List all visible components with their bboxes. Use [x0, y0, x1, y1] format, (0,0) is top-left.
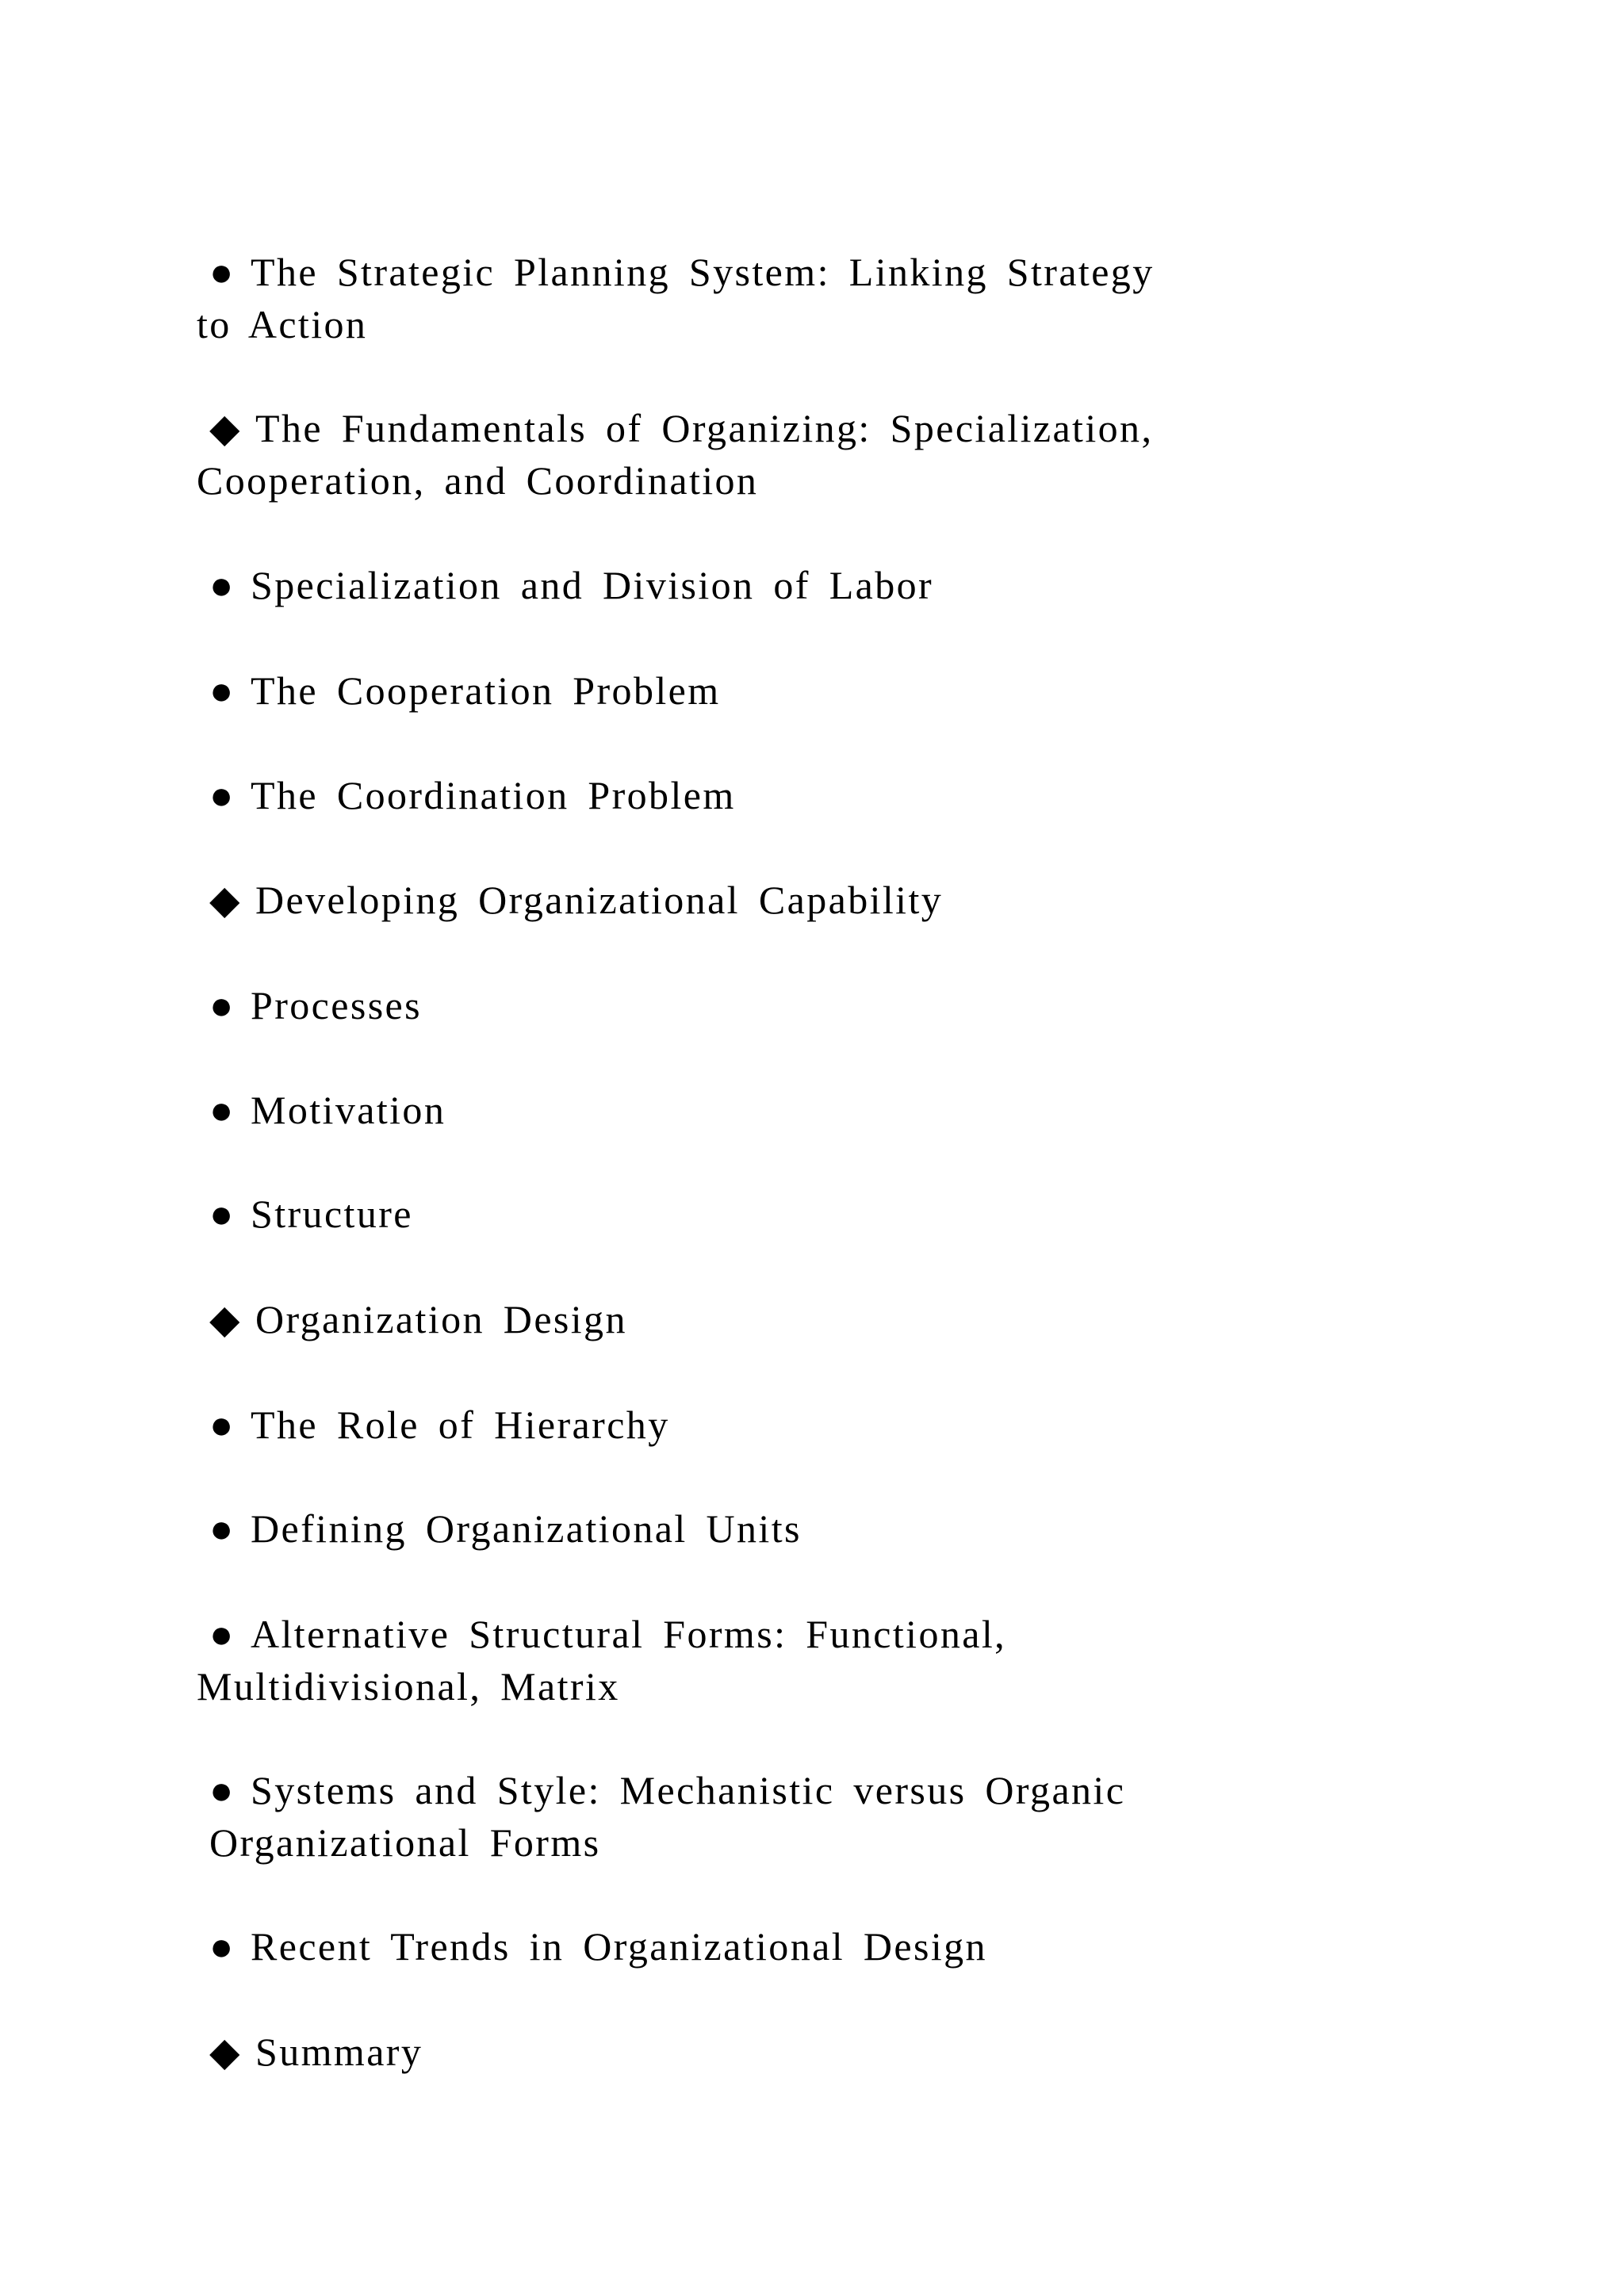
- bullet-icon: ●: [209, 1402, 236, 1447]
- entry-line: [197, 1608, 1275, 1660]
- bullet-icon: ●: [209, 983, 236, 1027]
- bullet-icon: ●: [209, 1506, 236, 1551]
- entry-text: The Strategic Planning System: Linking Strategy: [251, 250, 1155, 294]
- outline-entry-processes: [197, 979, 1275, 1031]
- entry-text: Summary: [255, 2030, 423, 2074]
- entry-line: [197, 769, 1275, 821]
- entry-line-continued: to Action: [197, 302, 368, 346]
- entry-text: The Coordination Problem: [251, 773, 736, 817]
- bullet-icon: ●: [209, 668, 236, 713]
- entry-text: The Role of Hierarchy: [251, 1402, 670, 1447]
- entry-line: [197, 2026, 1275, 2078]
- entry-text: Defining Organizational Units: [251, 1506, 802, 1551]
- outline-entry-systems-and-style: [197, 1764, 1275, 1869]
- bullet-icon: ●: [209, 1192, 236, 1236]
- entry-line-continued: Organizational Forms: [209, 1820, 601, 1865]
- entry-text: Specialization and Division of Labor: [251, 563, 934, 607]
- outline-entry-role-of-hierarchy: [197, 1399, 1275, 1451]
- entry-text: The Cooperation Problem: [251, 668, 721, 713]
- bullet-icon: ●: [209, 1924, 236, 1969]
- outline-entry-fundamentals-of-organizing: [197, 402, 1275, 507]
- entry-line: [197, 664, 1275, 717]
- entry-text: Organization Design: [255, 1297, 627, 1341]
- entry-text: The Fundamentals of Organizing: Specialization,: [255, 406, 1154, 450]
- diamond-icon: ◆: [209, 878, 242, 922]
- bullet-icon: ●: [209, 773, 236, 817]
- entry-line: [197, 1293, 1275, 1345]
- outline-entry-motivation: [197, 1084, 1275, 1136]
- bullet-icon: ●: [209, 250, 236, 294]
- outline-entry-alternative-structural-forms: [197, 1608, 1275, 1712]
- entry-line: [197, 246, 1275, 298]
- outline-entry-recent-trends: [197, 1920, 1275, 1973]
- bullet-icon: ●: [209, 1768, 236, 1812]
- outline-entry-specialization: [197, 559, 1275, 611]
- entry-line: [197, 874, 1275, 926]
- entry-text: Structure: [251, 1192, 413, 1236]
- entry-line: [197, 1502, 1275, 1555]
- entry-line: [197, 402, 1275, 454]
- entry-line-continued: Multidivisional, Matrix: [197, 1664, 620, 1709]
- entry-text: Alternative Structural Forms: Functional,: [251, 1612, 1007, 1656]
- entry-text: Systems and Style: Mechanistic versus Organic: [251, 1768, 1126, 1812]
- entry-text: Developing Organizational Capability: [255, 878, 944, 922]
- entry-line: [197, 1084, 1275, 1136]
- entry-text: Motivation: [251, 1088, 446, 1132]
- diamond-icon: ◆: [209, 406, 242, 450]
- entry-line: [197, 1764, 1275, 1816]
- bullet-icon: ●: [209, 1088, 236, 1132]
- bullet-icon: ●: [209, 1612, 236, 1656]
- outline-entry-organizational-units: [197, 1502, 1275, 1555]
- bullet-icon: ●: [209, 563, 236, 607]
- outline-entry-coordination-problem: [197, 769, 1275, 821]
- outline-entry-cooperation-problem: [197, 664, 1275, 717]
- entry-text: Processes: [251, 983, 423, 1027]
- entry-line: [197, 1920, 1275, 1973]
- diamond-icon: ◆: [209, 1297, 242, 1341]
- entry-text: Recent Trends in Organizational Design: [251, 1924, 987, 1969]
- outline-entry-organization-design: [197, 1293, 1275, 1345]
- outline-entry-structure: [197, 1188, 1275, 1240]
- entry-line: [197, 559, 1275, 611]
- outline-entry-organizational-capability: [197, 874, 1275, 926]
- outline-entry-strategic-planning-system: [197, 246, 1275, 350]
- entry-line: [197, 1399, 1275, 1451]
- outline-entry-summary: [197, 2026, 1275, 2078]
- entry-line-continued: Cooperation, and Coordination: [197, 458, 759, 503]
- entry-line: [197, 1188, 1275, 1240]
- diamond-icon: ◆: [209, 2030, 242, 2074]
- entry-line: [197, 979, 1275, 1031]
